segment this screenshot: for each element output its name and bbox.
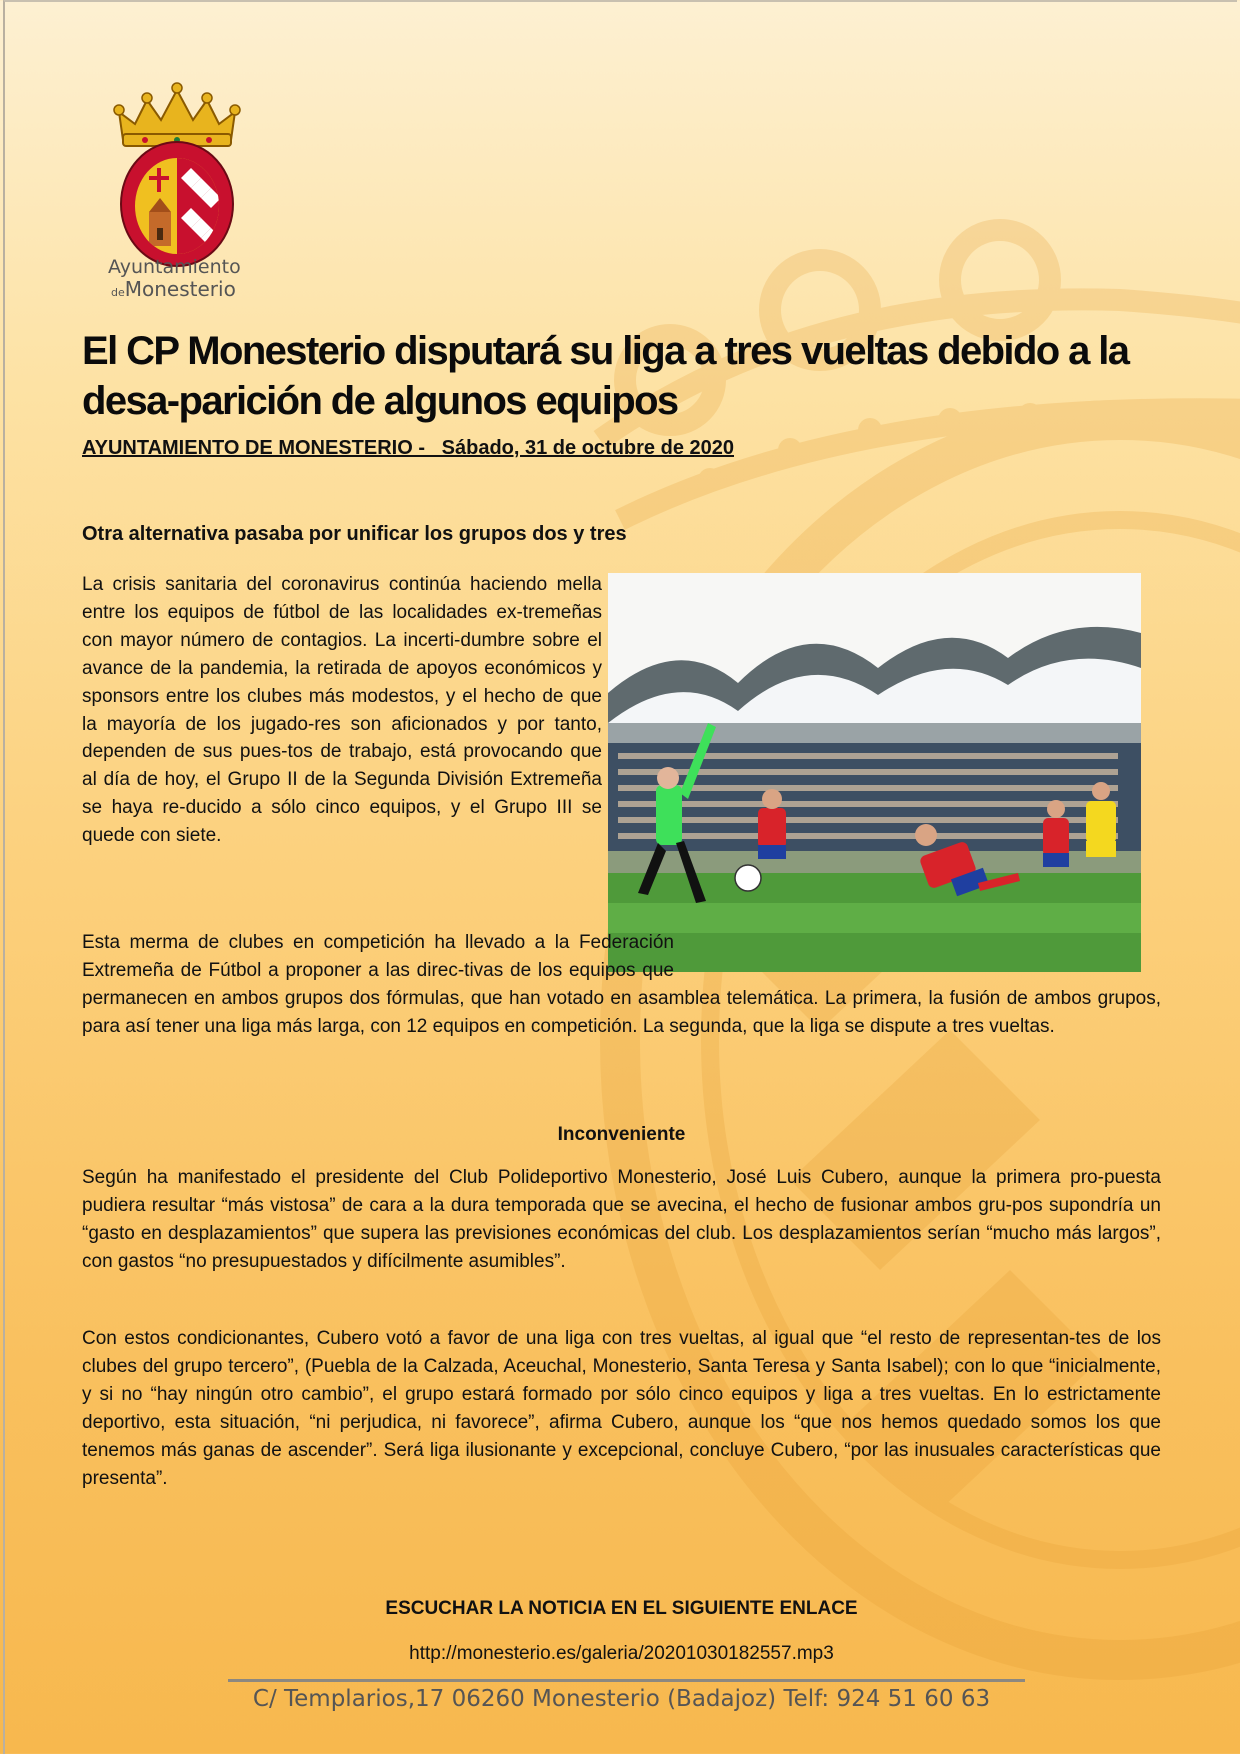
audio-link[interactable]: http://monesterio.es/galeria/20201030182557.mp3 — [409, 1643, 834, 1664]
logo-line1: Ayuntamiento — [108, 256, 241, 278]
article-paragraph-4: Con estos condicionantes, Cubero votó a favor de una liga con tres vueltas, al igual que “el resto de representan-tes de los clubes del grupo tercero”, (Puebla de la Calzada, Aceuchal, Monesterio, Santa Teresa y Santa Isabel); con lo que “inicialmente, y si no “hay ningún otro cambio”, el grupo estará formado por sólo cinco equipos y liga a tres vueltas. En lo estrictamente deportivo, esta situación, “ni perjudica, ni favorece”, afirma Cubero, aunque los “que nos hemos quedado somos los que tenemos más ganas de ascender”. Será liga ilusionante y excepcional, concluye Cubero, “por las inusuales características que presenta”. — [82, 1328, 1161, 1489]
article-paragraph-1: La crisis sanitaria del coronavirus continúa haciendo mella entre los equipos de fútbol de las localidades ex-tremeñas con mayor número de contagios. La incerti-dumbre sobre el avance de la pandemia, la retirada de apoyos económicos y sponsors entre los clubes más modestos, y el hecho de que la mayoría de los jugado-res son aficionados y por tanto, dependen de sus pues-tos de trabajo, está provocando que al día de hoy, el Grupo II de la Segunda División Extremeña se haya re-ducido a sólo cinco equipos, y el Grupo III se quede con siete. — [82, 574, 602, 847]
football-match-photo — [608, 573, 1141, 972]
article-subhead: Otra alternativa pasaba por unificar los grupos dos y tres — [82, 523, 627, 545]
logo-name: Monesterio — [124, 277, 236, 301]
article-byline: AYUNTAMIENTO DE MONESTERIO - Sábado, 31 de octubre de 2020 — [82, 437, 734, 459]
article-paragraph-2: Esta merma de clubes en competición ha llevado a la Federación Extremeña de Fútbol a proponer a las direc-tivas de los equipos que permanecen en ambos grupos dos fórmulas, que han votado en asamblea telemática. La primera, la fusión de ambos grupos, para así tener una liga más larga, con 12 equipos en competición. La segunda, que la liga se dispute a tres vueltas. — [82, 932, 1161, 1037]
article-paragraph-2-wrap — [82, 929, 1161, 1041]
logo-line2 — [108, 278, 241, 304]
logo-prefix: de — [111, 286, 125, 299]
audio-heading: ESCUCHAR LA NOTICIA EN EL SIGUIENTE ENLACE — [385, 1598, 858, 1619]
footer-address: C/ Templarios,17 06260 Monesterio (Badajoz) Telf: 924 51 60 63 — [252, 1686, 991, 1712]
article-paragraph-3: Según ha manifestado el presidente del Club Polideportivo Monesterio, José Luis Cubero, aunque la primera pro-puesta pudiera resultar “más vistosa” de cara a la dura temporada que se avecina, el hecho de fusionar ambos gru-pos supondría un “gasto en desplazamientos” que supera las previsiones económicas del club. Los desplazamientos serían “mucho más largos”, con gastos “no presupuestados y difícilmente asumibles”. — [82, 1167, 1161, 1272]
footer-divider — [228, 1679, 1025, 1682]
article-title: El CP Monesterio disputará su liga a tres vueltas debido a la desa-parición de algunos equipos — [82, 329, 1129, 423]
photo-spacer — [682, 929, 1161, 984]
logo-wordmark — [108, 256, 241, 304]
section-title: Inconveniente — [557, 1124, 686, 1145]
